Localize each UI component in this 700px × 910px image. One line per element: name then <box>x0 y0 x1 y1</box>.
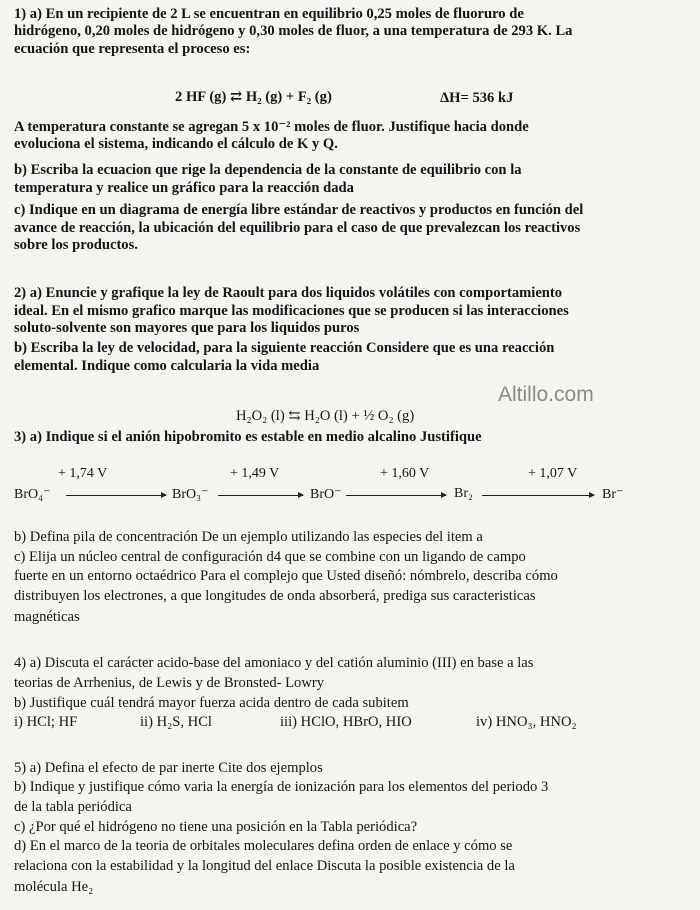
arrow-3 <box>346 495 446 496</box>
watermark-text: Altillo.com <box>498 383 594 406</box>
q3-line-5: distribuyen los electrones, a que longitudes de onda absorberá, prediga sus caracteristicas <box>14 588 536 604</box>
q5-line-3: de la tabla periódica <box>14 799 132 815</box>
q1-enthalpy: ΔH= 536 kJ <box>440 90 514 106</box>
potential-3: + 1,60 V <box>380 466 430 481</box>
q1-line-7: temperatura y realice un gráfico para la reacción dada <box>14 180 354 196</box>
q2-line-1: 2) a) Enuncie y grafique la ley de Raoult para dos liquidos volátiles con comportamiento <box>14 285 563 301</box>
q4-item-4: iv) HNO₃, HNO₂ <box>476 714 577 730</box>
q4-line-3: b) Justifique cuál tendrá mayor fuerza acida dentro de cada subitem <box>14 695 409 711</box>
q2-line-4: b) Escriba la ley de velocidad, para la siguiente reacción Considere que es una reacción <box>14 340 555 356</box>
q1-line-9: avance de reacción, la ubicación del equilibrio para el caso de que prevalezcan los reactivos <box>14 220 581 236</box>
q5-line-7: molécula He₂ <box>14 879 94 895</box>
q4-item-2: ii) H₂S, HCl <box>140 714 212 730</box>
potential-1: + 1,74 V <box>58 466 108 481</box>
q5-line-1: 5) a) Defina el efecto de par inerte Cite dos ejemplos <box>14 760 323 776</box>
species-3: BrO⁻ <box>310 487 342 502</box>
species-1: BrO₄⁻ <box>14 487 51 502</box>
q2-line-3: soluto-solvente son mayores que para los liquidos puros <box>14 320 360 336</box>
q4-line-1: 4) a) Discuta el carácter acido-base del amoniaco y del catión aluminio (III) en base a las <box>14 655 534 671</box>
q1-line-1: 1) a) En un recipiente de 2 L se encuentran en equilibrio 0,25 moles de fluoruro de <box>14 6 524 22</box>
q1-line-10: sobre los productos. <box>14 237 138 253</box>
arrow-1 <box>66 495 166 496</box>
q3-line-6: magnéticas <box>14 609 80 625</box>
q5-line-5: d) En el marco de la teoria de orbitales moleculares defina orden de enlace y cómo se <box>14 838 513 854</box>
q1-equation: 2 HF (g) ⇄ H₂ (g) + F₂ (g) <box>175 89 332 105</box>
q3-line-4: fuerte en un entorno octaédrico Para el complejo que Usted diseñó: nómbrelo, describa cómo <box>14 568 558 584</box>
q1-line-3: ecuación que representa el proceso es: <box>14 41 251 57</box>
arrow-4 <box>482 495 594 496</box>
q4-item-1: i) HCl; HF <box>14 714 78 730</box>
q1-line-2: hidrógeno, 0,20 moles de hidrógeno y 0,30 moles de fluor, a una temperatura de 293 K. La <box>14 23 573 39</box>
q1-line-6: b) Escriba la ecuacion que rige la dependencia de la constante de equilibrio con la <box>14 162 522 178</box>
arrow-2 <box>218 495 303 496</box>
potential-4: + 1,07 V <box>528 466 578 481</box>
species-4: Br₂ <box>454 486 473 501</box>
species-5: Br⁻ <box>602 487 624 502</box>
q2-line-2: ideal. En el mismo grafico marque las modificaciones que se producen si las interacciones <box>14 303 569 319</box>
q1-line-4: A temperatura constante se agregan 5 x 10⁻² moles de fluor. Justifique hacia donde <box>14 119 529 135</box>
q4-item-3: iii) HClO, HBrO, HIO <box>280 714 412 730</box>
q3-line-1: 3) a) Indique si el anión hipobromito es estable en medio alcalino Justifique <box>14 429 482 445</box>
q3-line-2: b) Defina pila de concentración De un ejemplo utilizando las especies del item a <box>14 529 483 545</box>
potential-2: + 1,49 V <box>230 466 280 481</box>
q2-equation: H₂O₂ (l) ⇆ H₂O (l) + ½ O₂ (g) <box>236 408 415 424</box>
q1-line-8: c) Indique en un diagrama de energía libre estándar de reactivos y productos en función del <box>14 202 584 218</box>
q3-line-3: c) Elija un núcleo central de configuración d4 que se combine con un ligando de campo <box>14 549 526 565</box>
q5-line-6: relaciona con la estabilidad y la longitud del enlace Discuta la posible existencia de la <box>14 858 515 874</box>
q4-line-2: teorias de Arrhenius, de Lewis y de Bronsted- Lowry <box>14 675 325 691</box>
q5-line-2: b) Indique y justifique cómo varia la energía de ionización para los elementos del periodo 3 <box>14 779 549 795</box>
species-2: BrO₃⁻ <box>172 487 209 502</box>
q1-line-5: evoluciona el sistema, indicando el cálculo de K y Q. <box>14 136 338 152</box>
q2-line-5: elemental. Indique como calcularia la vida media <box>14 358 320 374</box>
q5-line-4: c) ¿Por qué el hidrógeno no tiene una posición en la Tabla periódica? <box>14 819 418 835</box>
